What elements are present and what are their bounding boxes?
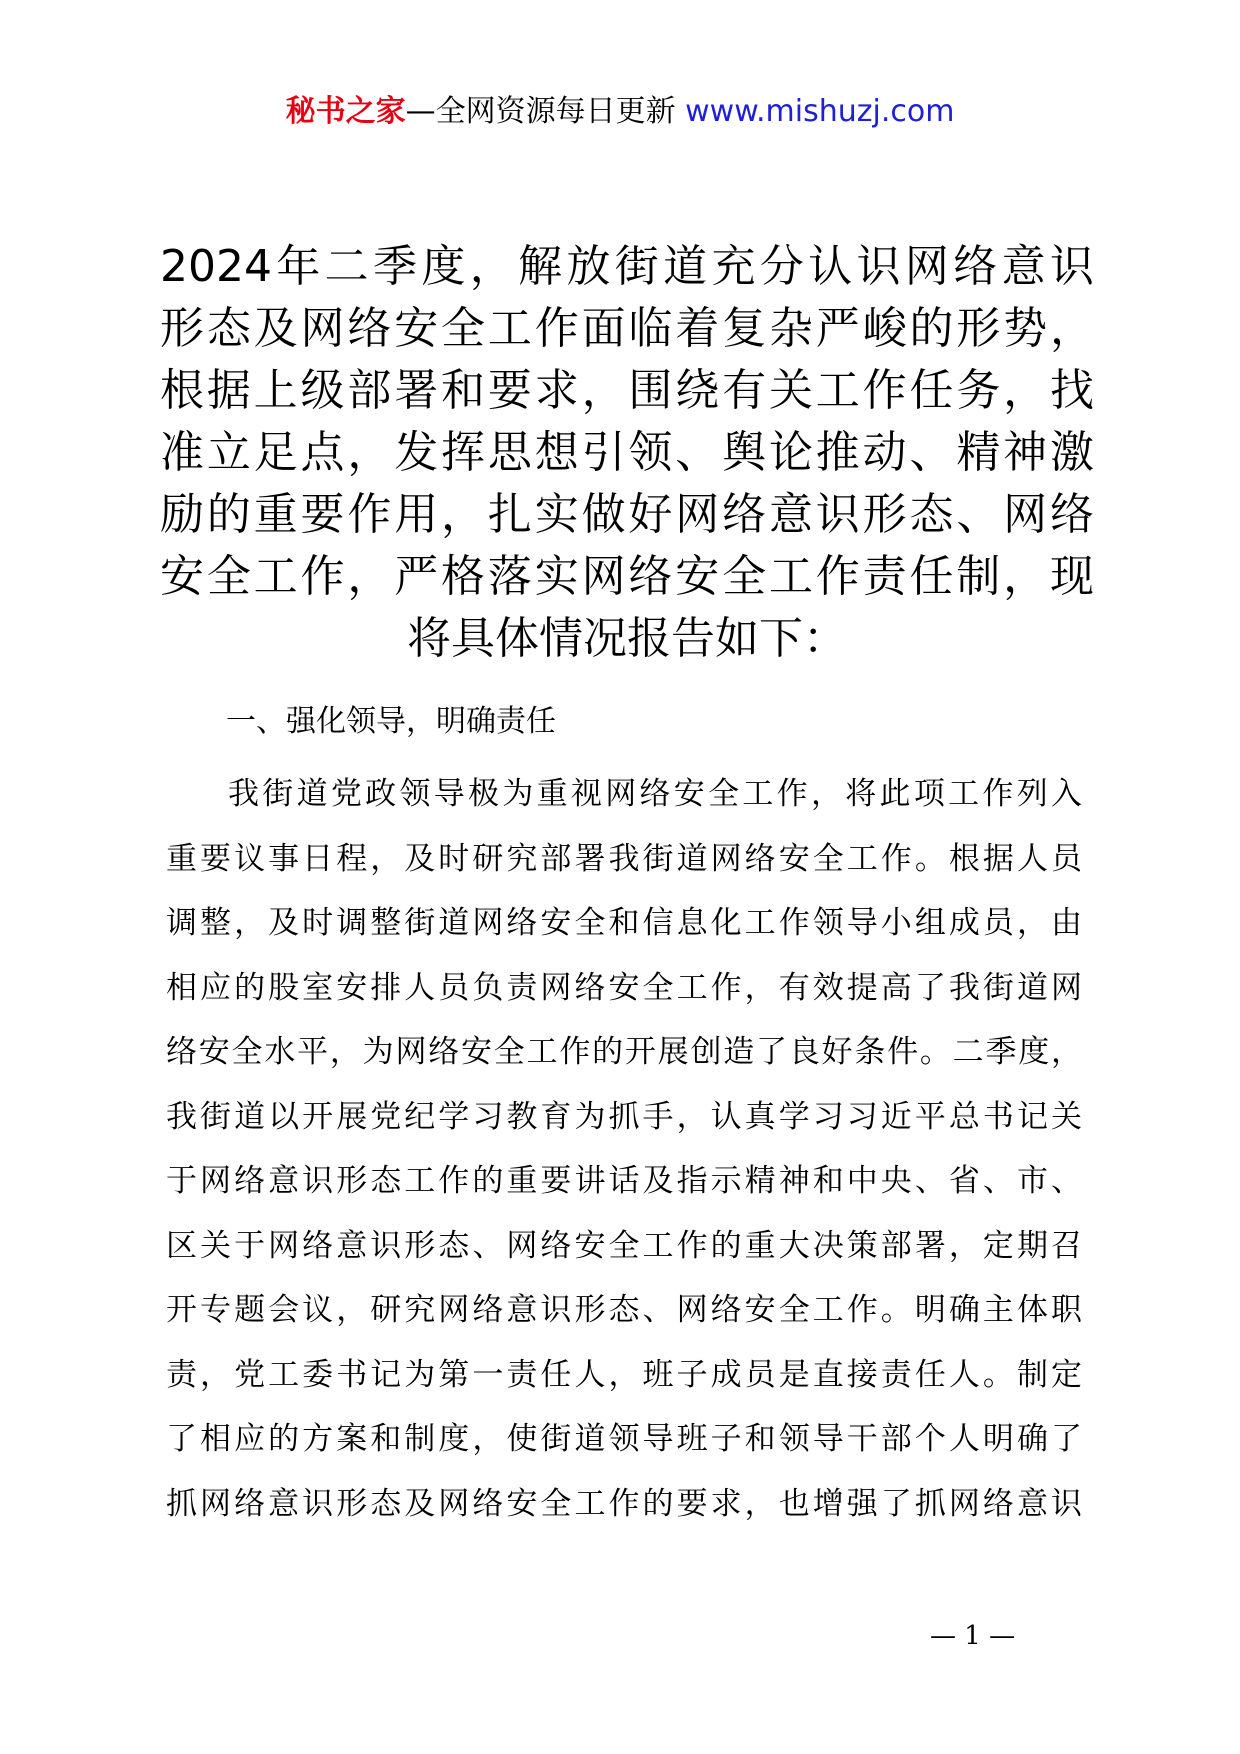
site-url-link[interactable]: www.mishuzj.com [685, 94, 955, 129]
title-line: 安全工作，严格落实网络安全工作责任制，现 [160, 551, 1094, 602]
paragraph-line: 络安全水平，为网络安全工作的开展创造了良好条件。二季度， [166, 1034, 1082, 1070]
title-line: 励的重要作用，扎实做好网络意识形态、网络 [160, 489, 1094, 540]
paragraph-line: 调整，及时调整街道网络安全和信息化工作领导小组成员，由 [166, 905, 1082, 941]
title-line: 2024年二季度，解放街道充分认识网络意识 [160, 241, 1094, 292]
paragraph-line: 重要议事日程，及时研究部署我街道网络安全工作。根据人员 [166, 840, 1082, 877]
paragraph-line: 相应的股室安排人员负责网络安全工作，有效提高了我街道网 [166, 969, 1082, 1006]
site-header [0, 92, 1240, 132]
paragraph-line: 抓网络意识形态及网络安全工作的要求，也增强了抓网络意识 [166, 1485, 1082, 1522]
brand-name: 秘书之家 [285, 94, 406, 129]
paragraph-line: 我街道以开展党纪学习教育为抓手，认真学习习近平总书记关 [166, 1098, 1082, 1135]
paragraph-line: 于网络意识形态工作的重要讲话及指示精神和中央、省、市、 [166, 1163, 1082, 1199]
title-line: 准立足点，发挥思想引领、舆论推动、精神激 [160, 427, 1094, 478]
title-line: 将具体情况报告如下： [407, 613, 847, 664]
document-title [160, 236, 1094, 670]
title-line: 根据上级部署和要求，围绕有关工作任务，找 [160, 365, 1094, 416]
body-paragraph [166, 762, 1082, 1536]
page-number: — 1 — [930, 1621, 1016, 1651]
paragraph-line: 了相应的方案和制度，使街道领导班子和领导干部个人明确了 [166, 1421, 1082, 1457]
title-line: 形态及网络安全工作面临着复杂严峻的形势， [160, 303, 1094, 354]
section-heading: 一、强化领导，明确责任 [226, 704, 556, 739]
paragraph-line: 区关于网络意识形态、网络安全工作的重大决策部署，定期召 [166, 1227, 1082, 1264]
header-slogan: —全网资源每日更新 [405, 94, 676, 129]
paragraph-line: 我街道党政领导极为重视网络安全工作，将此项工作列入 [228, 776, 1082, 812]
paragraph-line: 责，党工委书记为第一责任人，班子成员是直接责任人。制定 [166, 1356, 1082, 1393]
paragraph-line: 开专题会议，研究网络意识形态、网络安全工作。明确主体职 [166, 1292, 1082, 1328]
